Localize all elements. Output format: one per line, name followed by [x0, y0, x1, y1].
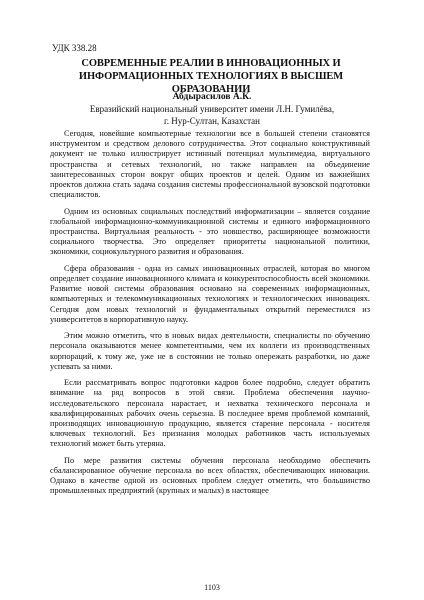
paragraph: Если рассматривать вопрос подготовки кадров более подробно, следует обратить внимание на ряд вопросов в этой связи. Проблема обеспечения научно-исследовательского персонала нарастает, и нехватка технического персонала и квалифицированных рабочих очень серьезна. В последнее время проблемой компаний, производящих инновационную продукцию, является старение персонала - носителя ключевых технологий. Без признания молодых работников часть используемых технологий может быть утеряна. [50, 378, 370, 449]
paragraph: Сфера образования - одна из самых инновационных отраслей, которая во многом определяет создание инновационного климата и конкурентоспособность всей экономики. Развитие новой системы образования основано на современных информационных, компьютерных и телекоммуникационных технологиях и технологических инновациях. Сегодня дом новых технологий и фундаментальных открытий переместился из университетов в корпоративную науку. [50, 263, 370, 324]
paragraph: Сегодня, новейшие компьютерные технологии все в большей степени становятся инструментом и средством делового сотрудничества. Этот социально конструктивный документ не только иллюстрирует истинный потенциал мультимедиа, виртуального пространства и сетевых технологий, но также направлен на объединение заинтересованных сторон вокруг общих проектов и целей. Одним из важнейших проектов должна стать задача создания системы профессиональной вузовской подготовки специалистов. [50, 129, 370, 200]
paragraph: Этим можно отметить, что в новых видах деятельности, специалисты по обучению персонала оказываются менее компетентными, чем их коллеги из производственных корпораций, к тому же, уже не в состоянии не только опережать разработки, но даже успевать за ними. [50, 331, 370, 371]
article-title: СОВРЕМЕННЫЕ РЕАЛИИ В ИННОВАЦИОННЫХ И ИНФОРМАЦИОННЫХ ТЕХНОЛОГИЯХ В ВЫСШЕМ ОБРАЗОВАНИИ [78, 58, 344, 95]
article-body [50, 129, 370, 581]
paragraph: По мере развития системы обучения персонала необходимо обеспечить сбалансированное обучение персонала во всех областях, обеспечивающих инновации. Однако в качестве одной из основных проблем следует отметить, что большинство промышленных предприятий (крупных и малых) в настоящее [50, 455, 370, 496]
udk-code: УДК 338.28 [52, 43, 97, 53]
affiliation-city: г. Нур-Султан, Казахстан [164, 115, 260, 126]
paragraph: Одним из основных социальных последствий информатизации – является создание глобальной информационно-коммуникационной системы и единого информационного пространства. Виртуальная реальность - это новшество, расширяющее возможности социального творчества. Это определяет приоритеты национальной политики, экономики, социокультурного развития и образования. [50, 206, 370, 257]
author-name: Абдырасилов А.К. [172, 92, 252, 102]
affiliation-university: Евразийский национальный университет имени Л.Н. Гумилёва, [89, 104, 335, 114]
affiliation [62, 104, 362, 127]
page-number: 1103 [204, 583, 220, 592]
